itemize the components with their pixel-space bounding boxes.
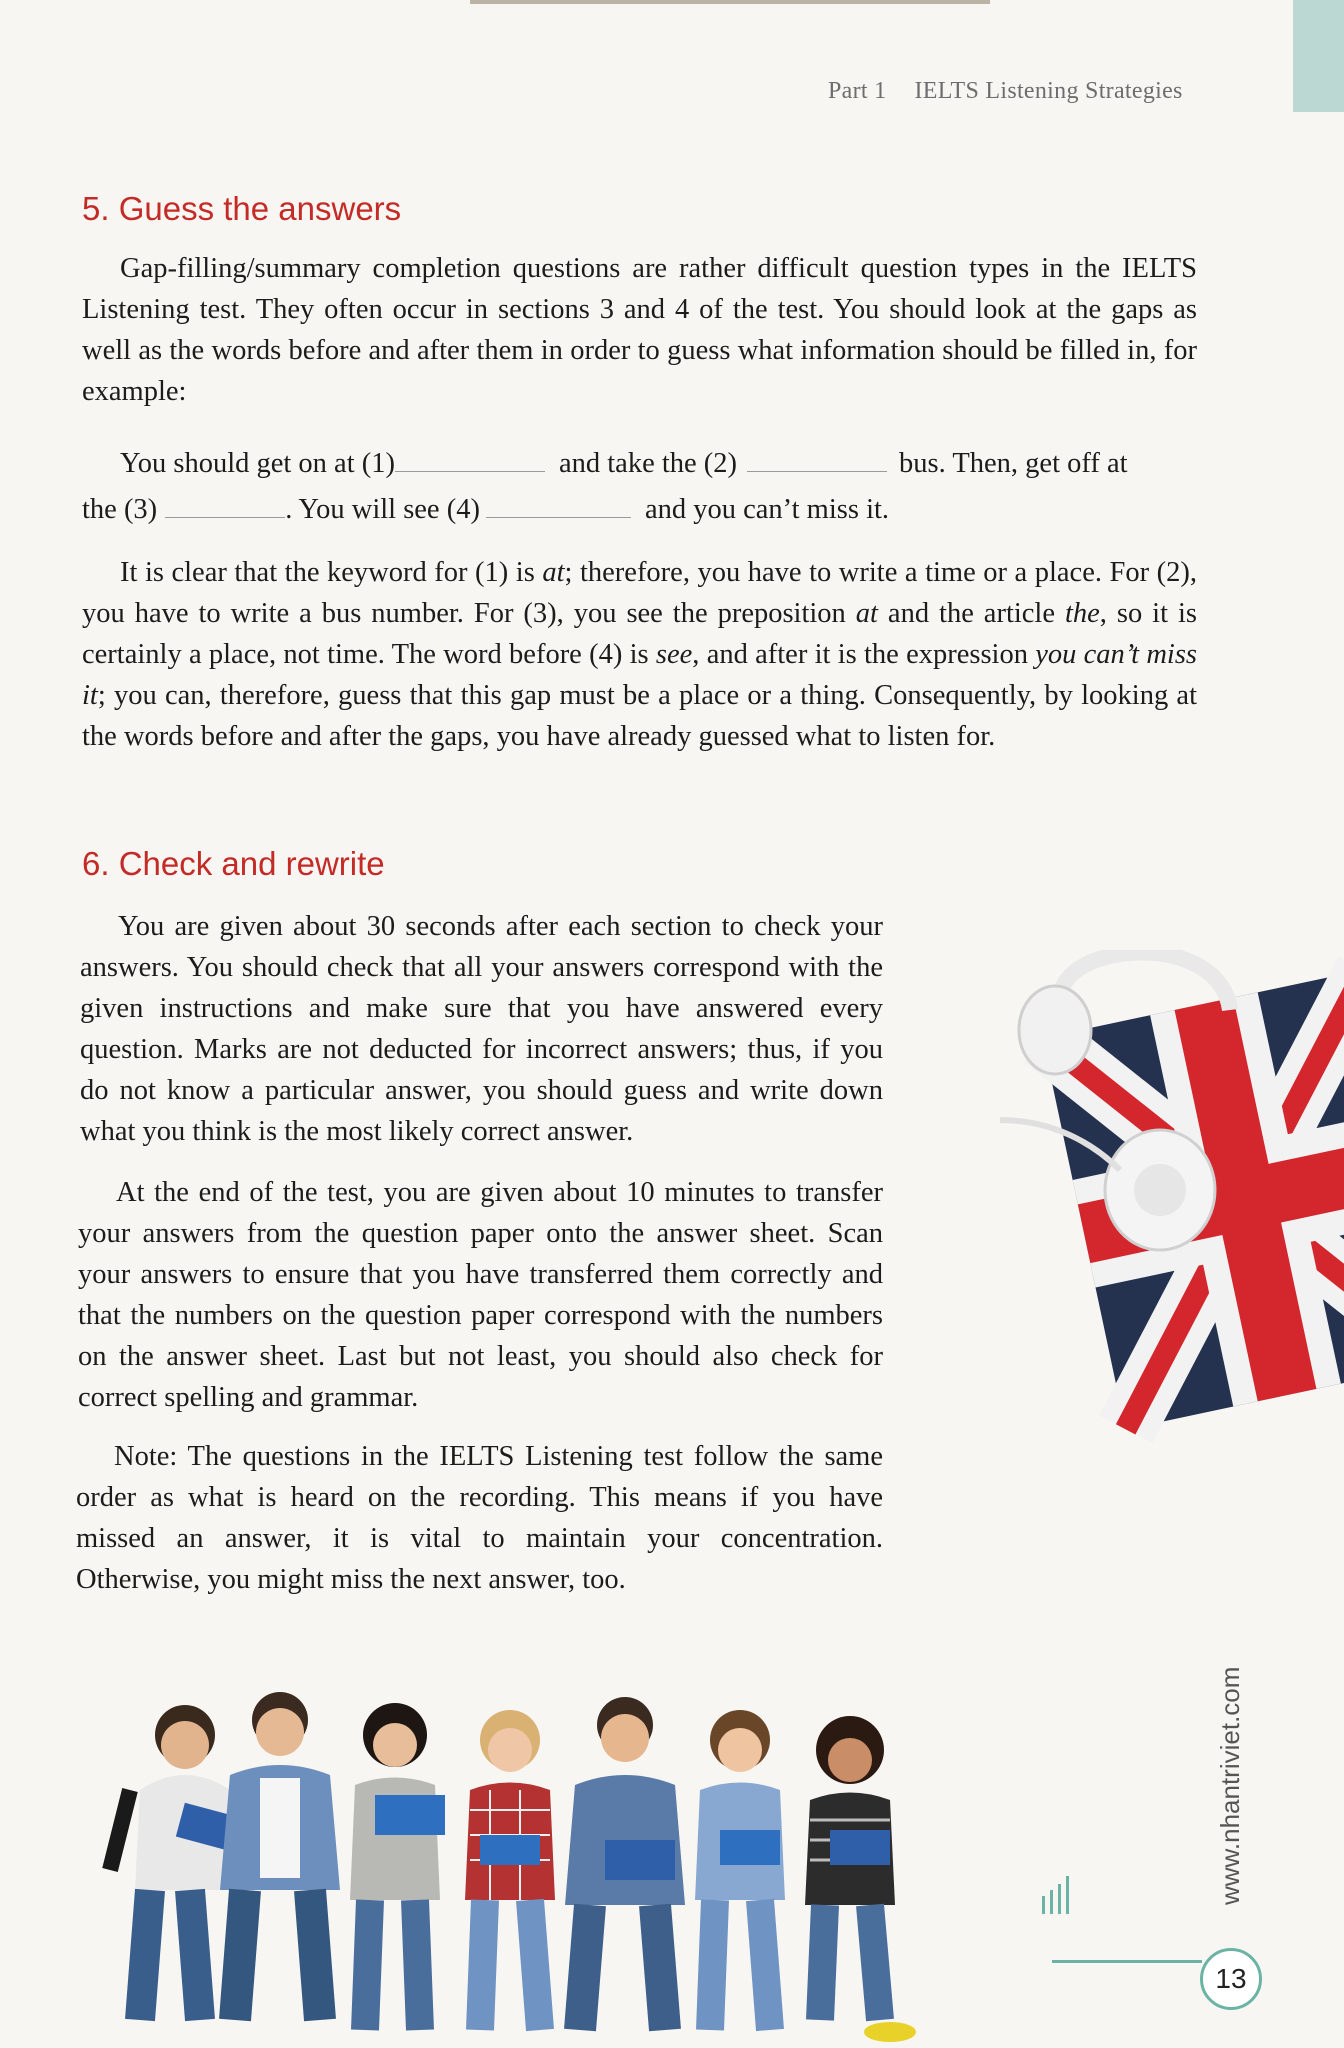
section-5-explanation: It is clear that the keyword for (1) is at; therefore, you have to write a time or a place. For (2), you have to write a bus number. For (3), you see the preposition at and the article the, so it is certainly a place, not time. The word before (4) is see, and after it is the expression you can’t miss it; you can, therefore, guess that this gap must be a place or a thing. Consequently, by looking at the words before and after the gaps, you have already guessed what to listen for. bbox=[82, 557, 1198, 752]
section-5-heading: 5. Guess the answers bbox=[82, 190, 402, 227]
top-edge-line bbox=[470, 0, 990, 4]
footer-decoration-line bbox=[1052, 1960, 1202, 1963]
example-text-2c: and you can’t miss it. bbox=[644, 494, 890, 525]
section-6-paragraph-3: Note: The questions in the IELTS Listening test follow the same order as what is heard on the recording. This means if you have missed an answer, it is vital to maintain your concentration. Otherwise, you might miss the next answer, too. bbox=[76, 1441, 883, 1595]
example-text-1c: bus. Then, get off at bbox=[899, 448, 1128, 479]
student-2 bbox=[220, 1692, 340, 2020]
uk-flag-headphones-photo bbox=[1000, 950, 1344, 1470]
example-text-2a: the (3) bbox=[82, 494, 158, 525]
gap-2 bbox=[747, 453, 887, 472]
student-4 bbox=[465, 1710, 555, 2030]
example-text-1b: and take the (2) bbox=[558, 448, 738, 479]
section-6-paragraph-1: You are given about 30 seconds after each section to check your answers. You should check that all your answers correspond with the given instructions and make sure that you have answered every question. Marks are not deducted for incorrect answers; thus, if you do not know a particular answer, you should guess and write down what you think is the most likely correct answer. bbox=[80, 911, 883, 1147]
example-text-2b: . You will see (4) bbox=[285, 494, 480, 525]
section-6-heading: 6. Check and rewrite bbox=[82, 845, 385, 882]
gap-3 bbox=[165, 499, 285, 518]
students-reading-photo bbox=[70, 1660, 970, 2048]
chapter-tab bbox=[1293, 0, 1344, 112]
website-url[interactable]: www.nhantriviet.com bbox=[1215, 1666, 1245, 1905]
example-line-1 bbox=[120, 448, 1128, 480]
section-6-paragraph-2: At the end of the test, you are given about 10 minutes to transfer your answers from the question paper onto the answer sheet. Scan your answers to ensure that you have transferred them correctly and that the numbers on the question paper correspond with the numbers on the answer sheet. Last but not least, you should also check for correct spelling and grammar. bbox=[78, 1177, 883, 1413]
gap-4 bbox=[486, 499, 631, 518]
gap-1 bbox=[395, 453, 545, 472]
header-title: IELTS Listening Strategies bbox=[914, 78, 1183, 104]
example-text-1a: You should get on at (1) bbox=[120, 448, 395, 479]
student-6 bbox=[695, 1710, 785, 2030]
student-5 bbox=[565, 1697, 685, 2030]
example-line-2 bbox=[82, 494, 889, 526]
running-header bbox=[828, 78, 1183, 105]
section-5-intro: Gap-filling/summary completion questions are rather difficult question types in the IELTS Listening test. They often occur in sections 3 and 4 of the test. You should look at the gaps as well as the words before and after them in order to guess what information should be filled in, for example: bbox=[82, 253, 1197, 407]
student-3 bbox=[350, 1703, 445, 2030]
page-number: 13 bbox=[1200, 1948, 1262, 2010]
header-part: Part 1 bbox=[828, 78, 887, 104]
student-7 bbox=[805, 1716, 916, 2042]
